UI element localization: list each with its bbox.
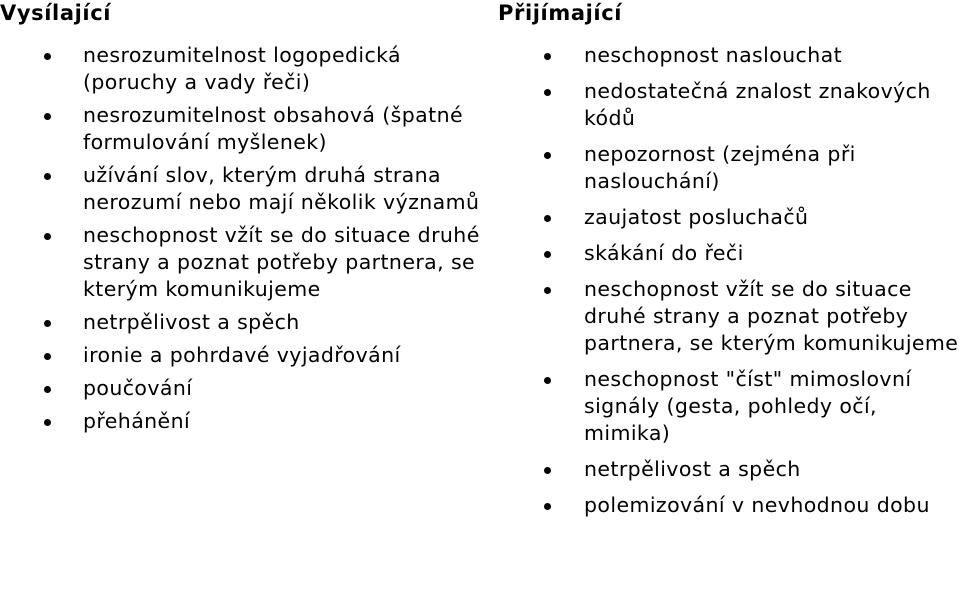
bullet-icon — [44, 386, 51, 393]
bullet-icon — [544, 287, 551, 294]
list-item: ironie a pohrdavé vyjadřování — [0, 342, 490, 369]
list-item: netrpělivost a spěch — [0, 309, 490, 336]
list-item: skákání do řeči — [498, 240, 959, 267]
bullet-icon — [544, 251, 551, 258]
list-item: užívání slov, kterým druhá strana nerozumí nebo mají několik významů — [0, 162, 490, 216]
sender-column — [0, 0, 490, 441]
bullet-icon — [544, 89, 551, 96]
bullet-icon — [44, 320, 51, 327]
bullet-icon — [544, 152, 551, 159]
bullet-icon — [44, 113, 51, 120]
list-item: nesrozumitelnost obsahová (špatné formulování myšlenek) — [0, 102, 490, 156]
bullet-icon — [544, 503, 551, 510]
list-item: zaujatost posluchačů — [498, 204, 959, 231]
bullet-icon — [544, 377, 551, 384]
receiver-column — [498, 0, 959, 528]
list-item: přehánění — [0, 408, 490, 435]
bullet-icon — [44, 53, 51, 60]
bullet-icon — [44, 353, 51, 360]
list-item: neschopnost "číst" mimoslovní signály (gesta, pohledy očí, mimika) — [498, 366, 959, 447]
bullet-icon — [44, 173, 51, 180]
list-item: polemizování v nevhodnou dobu — [498, 492, 959, 519]
list-item: nedostatečná znalost znakových kódů — [498, 78, 959, 132]
sender-heading: Vysílající — [0, 1, 112, 25]
sender-list — [0, 42, 490, 435]
bullet-icon — [544, 53, 551, 60]
bullet-icon — [544, 467, 551, 474]
bullet-icon — [44, 233, 51, 240]
bullet-icon — [44, 419, 51, 426]
list-item: neschopnost vžít se do situace druhé strany a poznat potřeby partnera, se kterým komunikujeme — [0, 222, 490, 303]
list-item: netrpělivost a spěch — [498, 456, 959, 483]
list-item: neschopnost vžít se do situace druhé strany a poznat potřeby partnera, se kterým komunikujeme — [498, 276, 959, 357]
list-item: poučování — [0, 375, 490, 402]
list-item: neschopnost naslouchat — [498, 42, 959, 69]
receiver-list — [498, 42, 959, 519]
receiver-heading: Přijímající — [498, 1, 623, 25]
list-item: nesrozumitelnost logopedická (poruchy a vady řeči) — [0, 42, 490, 96]
bullet-icon — [544, 215, 551, 222]
list-item: nepozornost (zejména při naslouchání) — [498, 141, 959, 195]
